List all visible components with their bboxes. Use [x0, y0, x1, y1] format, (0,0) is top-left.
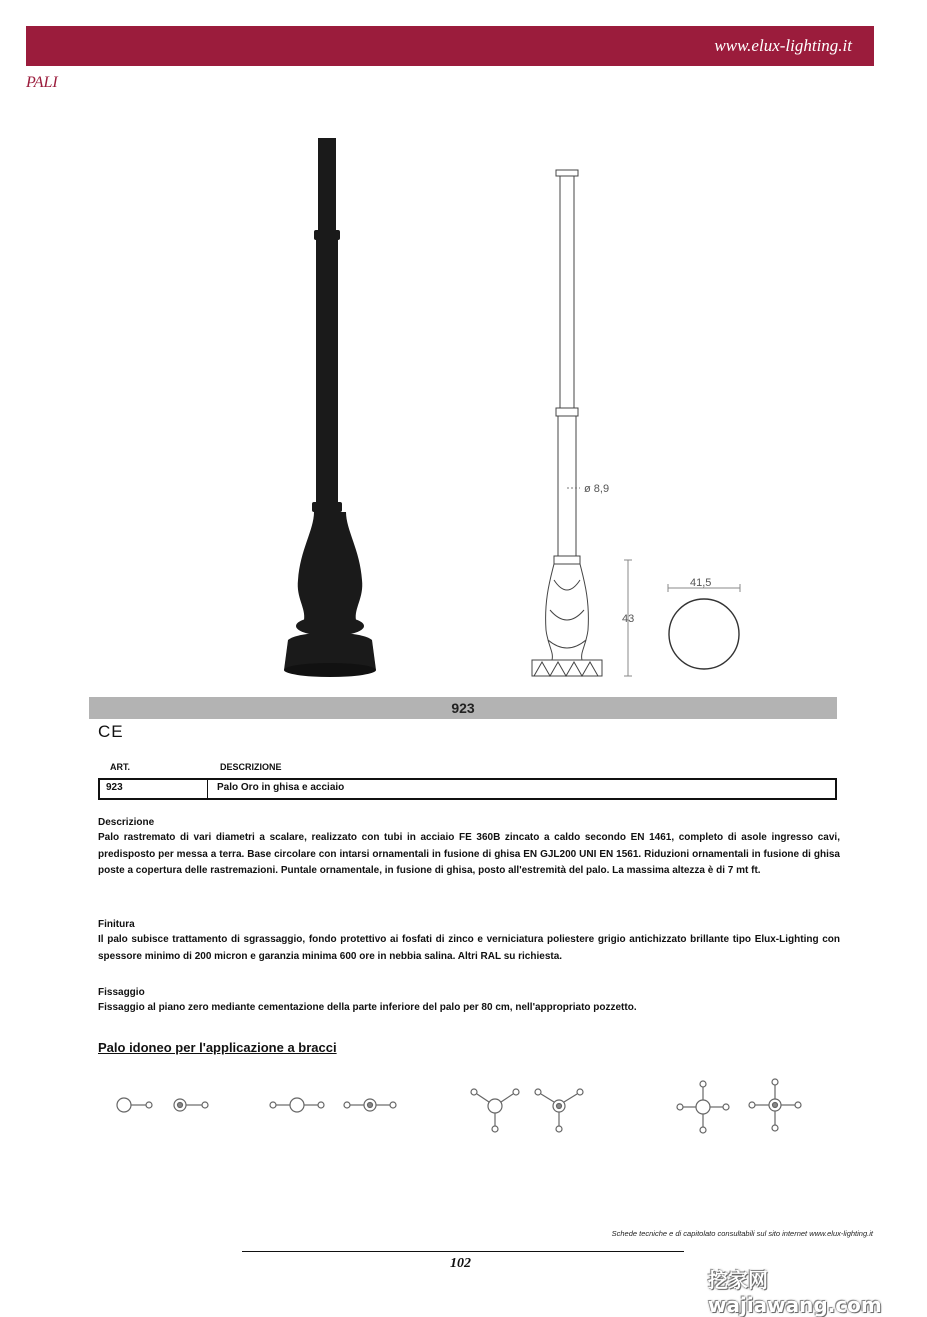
table-cell-description: Palo Oro in ghisa e acciaio [217, 782, 345, 793]
fissaggio-title: Fissaggio [98, 987, 145, 998]
descrizione-section [98, 817, 840, 880]
finitura-text: Il palo subisce trattamento di sgrassaggio, fondo protettivo ai fosfati di zinco e verniciatura poliestere grigio antichizzato brillante tipo Elux-Lighting con spessore minimo di 200 micron e garanzia minima 600 ore in nebbia salina. Altri RAL su richiesta. [98, 934, 840, 962]
quad-arm-top-icon [744, 1074, 806, 1136]
pole-photo [270, 130, 390, 690]
table-divider [207, 780, 208, 798]
double-arm-side-icon [266, 1093, 330, 1117]
technical-drawing [520, 160, 760, 690]
footer-note: Schede tecniche e di capitolato consultabili sul sito internet www.elux-lighting.it [611, 1229, 873, 1238]
base-height-label: 43 [622, 613, 635, 625]
table-cell-art: 923 [106, 782, 123, 793]
single-arm-top-icon [168, 1093, 212, 1117]
fissaggio-section [98, 987, 840, 1017]
single-arm-side-icon [112, 1093, 156, 1117]
suitability-heading: Palo idoneo per l'applicazione a bracci [98, 1040, 337, 1055]
diameter-label: ø 8,9 [584, 483, 610, 495]
finitura-section [98, 919, 840, 965]
quad-arm-side-icon [672, 1076, 734, 1138]
fissaggio-text: Fissaggio al piano zero mediante cementazione della parte inferiore del palo per 80 cm, nell'appropriato pozzetto. [98, 1002, 637, 1013]
table-row [98, 778, 837, 800]
double-arm-top-icon [340, 1093, 404, 1117]
product-code-bar: 923 [89, 697, 837, 719]
section-title: PALI [26, 74, 58, 91]
ce-mark-icon: CE [98, 722, 124, 741]
descrizione-text: Palo rastremato di vari diametri a scalare, realizzato con tubi in acciaio FE 360B zincato a caldo secondo EN 1461, completo di asole ingresso cavi, predisposto per messa a terra. Base circolare con intarsi ornamentali in fusione di ghisa EN GJL200 UNI EN 1561. Riduzioni ornamentali in fusione di ghisa poste a copertura delle rastremazioni. Puntale ornamentale, in fusione di ghisa, posto all'estremità del palo. La massima altezza è di 7 mt ft. [98, 832, 840, 876]
website-link[interactable]: www.elux-lighting.it [714, 36, 852, 55]
finitura-title: Finitura [98, 919, 135, 930]
watermark: 挖家网 wajiawang.com [708, 1268, 882, 1317]
table-header-description: DESCRIZIONE [220, 762, 282, 772]
triple-arm-side-icon [466, 1084, 524, 1136]
table-header-art: ART. [110, 762, 130, 772]
header-banner [26, 26, 874, 66]
footer-divider [242, 1251, 684, 1252]
descrizione-title: Descrizione [98, 817, 155, 828]
triple-arm-top-icon [530, 1084, 588, 1136]
base-diameter-label: 41,5 [690, 577, 712, 589]
page-number: 102 [450, 1256, 471, 1271]
